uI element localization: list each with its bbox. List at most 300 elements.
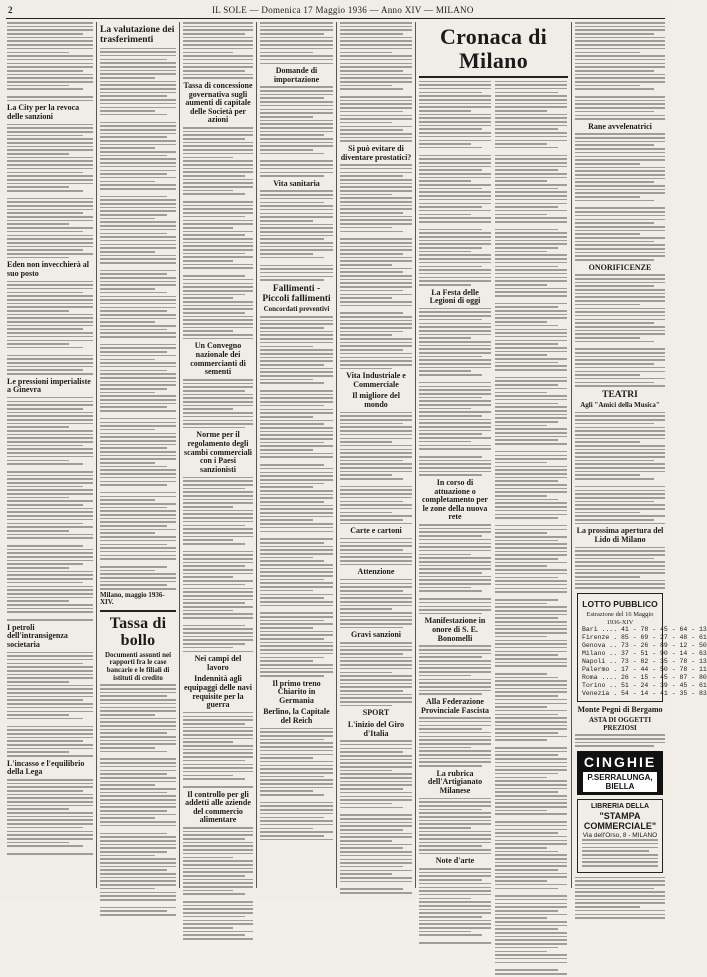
text-line bbox=[419, 128, 482, 130]
text-line bbox=[575, 333, 665, 335]
text-line bbox=[7, 426, 69, 428]
text-line bbox=[183, 752, 253, 754]
text-line bbox=[7, 842, 69, 844]
text-line bbox=[495, 277, 567, 279]
text-line bbox=[260, 839, 333, 841]
text-line bbox=[495, 858, 567, 860]
text-line bbox=[419, 221, 491, 223]
text-line bbox=[100, 566, 167, 568]
text-line bbox=[495, 125, 567, 127]
text-line bbox=[495, 306, 558, 308]
text-line bbox=[183, 513, 253, 515]
headline-legioni: La Festa delle Legioni di oggi bbox=[429, 287, 481, 306]
text-line bbox=[575, 523, 665, 525]
text-line bbox=[575, 48, 665, 50]
text-line bbox=[419, 110, 471, 112]
text-line bbox=[495, 854, 567, 856]
text-line bbox=[7, 737, 93, 739]
text-line bbox=[7, 448, 93, 450]
text-line bbox=[183, 149, 253, 151]
text-line bbox=[495, 939, 567, 941]
text-line bbox=[7, 172, 83, 174]
text-line bbox=[100, 455, 176, 457]
text-line bbox=[260, 579, 324, 581]
text-line bbox=[419, 761, 491, 763]
text-line bbox=[100, 721, 176, 723]
text-line bbox=[100, 821, 176, 823]
text-line bbox=[100, 577, 176, 579]
text-line bbox=[7, 699, 83, 701]
text-line bbox=[7, 475, 93, 477]
text-line bbox=[495, 758, 567, 760]
text-line bbox=[183, 539, 233, 541]
text-line bbox=[575, 891, 665, 893]
text-line bbox=[183, 484, 253, 486]
text-line bbox=[260, 824, 333, 826]
text-line bbox=[100, 336, 176, 338]
text-line bbox=[340, 216, 412, 218]
text-line bbox=[495, 158, 567, 160]
text-line bbox=[100, 758, 176, 760]
text-line bbox=[100, 310, 167, 312]
text-line bbox=[260, 209, 333, 211]
text-line bbox=[495, 506, 567, 508]
text-line bbox=[260, 750, 333, 752]
text-line bbox=[419, 805, 491, 807]
text-line bbox=[340, 338, 412, 340]
text-line bbox=[260, 227, 333, 229]
text-line bbox=[100, 847, 176, 849]
text-line bbox=[575, 219, 665, 221]
text-line bbox=[575, 348, 665, 350]
text-line bbox=[419, 923, 491, 925]
text-line bbox=[260, 571, 333, 573]
text-line bbox=[575, 233, 640, 235]
text-line bbox=[495, 143, 547, 145]
text-line bbox=[495, 899, 567, 901]
text-line bbox=[495, 747, 567, 749]
text-line bbox=[495, 106, 567, 108]
text-line bbox=[340, 844, 412, 846]
text-line bbox=[260, 375, 333, 377]
text-line bbox=[100, 784, 155, 786]
text-line bbox=[419, 721, 491, 723]
text-line bbox=[419, 916, 482, 918]
text-line bbox=[340, 219, 412, 221]
text-line bbox=[340, 456, 412, 458]
text-line bbox=[495, 462, 547, 464]
text-line bbox=[495, 658, 567, 660]
text-line bbox=[495, 410, 567, 412]
text-line bbox=[100, 525, 167, 527]
text-line bbox=[419, 426, 491, 428]
text-line bbox=[183, 55, 253, 57]
text-line bbox=[7, 600, 69, 602]
headline-valutazione: La valutazione dei trasferimenti bbox=[100, 25, 175, 46]
text-line bbox=[100, 773, 167, 775]
text-line bbox=[495, 491, 567, 493]
text-line bbox=[100, 147, 155, 149]
headline-cronaca: Cronaca di Milano bbox=[439, 24, 548, 73]
text-line bbox=[575, 282, 665, 284]
text-line bbox=[100, 817, 155, 819]
text-line bbox=[183, 323, 253, 325]
text-line bbox=[100, 858, 176, 860]
text-line bbox=[419, 905, 491, 907]
text-line bbox=[419, 554, 471, 556]
text-line bbox=[100, 136, 167, 138]
text-line bbox=[495, 458, 567, 460]
text-line bbox=[575, 311, 665, 313]
text-line bbox=[419, 456, 482, 458]
text-line bbox=[7, 652, 93, 654]
headline-carte: Carte e cartoni bbox=[350, 526, 402, 536]
text-line bbox=[260, 501, 324, 503]
text-line bbox=[419, 606, 491, 608]
text-line bbox=[100, 880, 176, 882]
text-line bbox=[260, 575, 333, 577]
text-line bbox=[340, 672, 392, 674]
text-line bbox=[100, 48, 176, 50]
text-line bbox=[7, 729, 93, 731]
text-line bbox=[575, 352, 665, 354]
text-line bbox=[575, 914, 665, 916]
text-line bbox=[419, 602, 491, 604]
text-line bbox=[419, 254, 491, 256]
text-line bbox=[495, 662, 567, 664]
text-line bbox=[340, 664, 412, 666]
text-line bbox=[260, 631, 333, 633]
text-line bbox=[7, 593, 93, 595]
text-line bbox=[7, 523, 83, 525]
text-line bbox=[340, 208, 412, 210]
text-line bbox=[419, 568, 491, 570]
text-line bbox=[260, 112, 333, 114]
text-line bbox=[183, 294, 245, 296]
text-line bbox=[183, 327, 253, 329]
body-text-block bbox=[575, 734, 665, 747]
text-line bbox=[495, 795, 567, 797]
text-line bbox=[575, 44, 665, 46]
text-line bbox=[100, 184, 176, 186]
body-text-block bbox=[183, 827, 253, 940]
text-line bbox=[7, 238, 93, 240]
text-line bbox=[495, 643, 567, 645]
text-line bbox=[340, 478, 403, 480]
text-line bbox=[495, 751, 567, 753]
lotto-date: Estrazione del 16 Maggio 1936-XIV bbox=[586, 610, 654, 626]
text-line bbox=[340, 512, 392, 514]
text-line bbox=[100, 588, 176, 590]
text-line bbox=[260, 828, 313, 830]
text-line bbox=[7, 66, 93, 68]
text-line bbox=[100, 788, 176, 790]
text-line bbox=[100, 392, 155, 394]
text-line bbox=[183, 308, 253, 310]
text-line bbox=[340, 519, 403, 521]
text-line bbox=[419, 736, 491, 738]
text-line bbox=[183, 764, 253, 766]
text-line bbox=[340, 705, 392, 707]
text-line bbox=[575, 877, 665, 879]
text-line bbox=[495, 439, 558, 441]
text-line bbox=[340, 77, 412, 79]
text-line bbox=[582, 865, 658, 867]
text-line bbox=[183, 330, 233, 332]
text-line bbox=[100, 332, 176, 334]
headline-giro: L'inizio del Giro d'Italia bbox=[347, 719, 405, 738]
text-line bbox=[7, 674, 93, 676]
text-line bbox=[183, 923, 253, 925]
text-line bbox=[419, 158, 491, 160]
text-line bbox=[100, 810, 167, 812]
text-line bbox=[7, 29, 93, 31]
text-line bbox=[419, 823, 491, 825]
text-line bbox=[183, 223, 253, 225]
text-line bbox=[183, 26, 253, 28]
text-line bbox=[495, 162, 567, 164]
text-line bbox=[419, 671, 491, 673]
text-line bbox=[495, 621, 567, 623]
text-line bbox=[340, 194, 392, 196]
text-line bbox=[419, 583, 491, 585]
text-line bbox=[100, 570, 155, 572]
text-line bbox=[7, 325, 93, 327]
text-line bbox=[419, 579, 491, 581]
text-line bbox=[100, 203, 176, 205]
text-line bbox=[575, 430, 665, 432]
text-line bbox=[495, 862, 567, 864]
text-line bbox=[7, 369, 83, 371]
text-line bbox=[575, 152, 665, 154]
text-line bbox=[183, 786, 253, 788]
text-line bbox=[7, 246, 93, 248]
text-line bbox=[7, 284, 93, 286]
text-line bbox=[419, 679, 491, 681]
text-line bbox=[7, 441, 93, 443]
text-line bbox=[260, 420, 333, 422]
text-line bbox=[100, 140, 176, 142]
text-line bbox=[183, 127, 253, 129]
text-line bbox=[7, 138, 93, 140]
text-line bbox=[260, 527, 333, 529]
text-line bbox=[575, 512, 640, 514]
text-line bbox=[183, 543, 245, 545]
text-line bbox=[340, 616, 412, 618]
text-line bbox=[183, 647, 233, 649]
text-line bbox=[495, 206, 558, 208]
text-line bbox=[183, 193, 245, 195]
text-line bbox=[183, 264, 253, 266]
text-line bbox=[575, 293, 665, 295]
text-line bbox=[340, 290, 403, 292]
text-line bbox=[419, 528, 491, 530]
text-line bbox=[7, 175, 93, 177]
text-line bbox=[183, 827, 253, 829]
text-line bbox=[419, 812, 491, 814]
text-line bbox=[340, 694, 412, 696]
text-line bbox=[7, 794, 93, 796]
text-line bbox=[183, 63, 253, 65]
text-line bbox=[260, 549, 333, 551]
text-line bbox=[183, 738, 253, 740]
text-line bbox=[100, 866, 176, 868]
text-line bbox=[7, 707, 93, 709]
text-line bbox=[183, 712, 253, 714]
text-line bbox=[260, 190, 333, 192]
text-line bbox=[419, 653, 491, 655]
text-line bbox=[7, 131, 93, 133]
text-line bbox=[260, 479, 333, 481]
text-line bbox=[495, 469, 567, 471]
lotto-row: Firenze . 85 - 69 - 27 - 48 - 61 bbox=[582, 634, 707, 642]
body-text-block bbox=[419, 717, 491, 767]
text-line bbox=[183, 602, 245, 604]
text-line bbox=[340, 486, 412, 488]
text-line bbox=[7, 26, 93, 28]
text-line bbox=[419, 397, 482, 399]
text-line bbox=[7, 164, 93, 166]
text-line bbox=[100, 99, 176, 101]
text-line bbox=[419, 99, 491, 101]
cronaca-columns bbox=[419, 81, 568, 977]
text-line bbox=[495, 928, 558, 930]
text-line bbox=[100, 877, 176, 879]
text-line bbox=[7, 797, 93, 799]
headline-manifestazione: Manifestazione in onore di S. E. Bonomelli bbox=[424, 616, 486, 643]
headline-sanzioni: Gravi sanzioni bbox=[350, 630, 401, 640]
text-line bbox=[495, 954, 567, 956]
text-line bbox=[495, 810, 547, 812]
text-line bbox=[7, 366, 93, 368]
text-line bbox=[100, 703, 176, 705]
text-line bbox=[495, 684, 567, 686]
libreria-line1: LIBRERIA DELLA bbox=[590, 802, 650, 810]
text-line bbox=[575, 285, 654, 287]
text-line bbox=[340, 583, 412, 585]
text-line bbox=[419, 326, 491, 328]
text-line bbox=[340, 360, 412, 362]
text-line bbox=[340, 353, 412, 355]
text-line bbox=[340, 246, 412, 248]
body-text-block bbox=[260, 190, 333, 280]
text-line bbox=[260, 55, 333, 57]
text-line bbox=[7, 711, 93, 713]
text-line bbox=[340, 133, 412, 135]
text-line bbox=[419, 912, 491, 914]
text-line bbox=[100, 907, 176, 909]
text-line bbox=[7, 347, 83, 349]
text-line bbox=[340, 305, 412, 307]
text-line bbox=[340, 357, 412, 359]
text-line bbox=[100, 166, 176, 168]
text-line bbox=[495, 880, 547, 882]
text-line bbox=[100, 221, 176, 223]
text-line bbox=[419, 408, 471, 410]
text-line bbox=[260, 560, 324, 562]
text-line bbox=[100, 521, 176, 523]
text-line bbox=[582, 843, 658, 845]
text-line bbox=[183, 338, 253, 340]
text-line bbox=[419, 474, 482, 476]
text-line bbox=[7, 604, 93, 606]
text-line bbox=[100, 884, 176, 886]
text-line bbox=[340, 818, 412, 820]
text-line bbox=[495, 851, 558, 853]
text-line bbox=[7, 235, 93, 237]
text-line bbox=[495, 813, 567, 815]
text-line bbox=[183, 651, 253, 653]
text-line bbox=[575, 337, 640, 339]
text-line bbox=[7, 434, 93, 436]
text-line bbox=[495, 232, 567, 234]
text-line bbox=[7, 500, 93, 502]
text-line bbox=[340, 190, 412, 192]
text-line bbox=[7, 655, 93, 657]
text-line bbox=[7, 332, 93, 334]
text-line bbox=[495, 395, 567, 397]
text-line bbox=[260, 765, 333, 767]
text-line bbox=[183, 160, 253, 162]
text-line bbox=[495, 599, 558, 601]
text-line bbox=[7, 823, 93, 825]
text-line bbox=[183, 260, 233, 262]
text-line bbox=[260, 675, 324, 677]
text-line bbox=[7, 482, 93, 484]
text-line bbox=[495, 825, 567, 827]
text-line bbox=[7, 659, 93, 661]
text-line bbox=[100, 51, 176, 53]
text-line bbox=[575, 189, 665, 191]
text-line bbox=[183, 242, 253, 244]
text-line bbox=[260, 735, 333, 737]
text-line bbox=[575, 471, 665, 473]
headline-convegno: Un Convegno nazionale dei commercianti di sementi bbox=[190, 341, 246, 377]
text-line bbox=[419, 872, 491, 874]
text-line bbox=[575, 895, 665, 897]
text-line bbox=[7, 586, 93, 588]
text-line bbox=[260, 33, 324, 35]
text-line bbox=[183, 875, 245, 877]
text-line bbox=[7, 220, 93, 222]
text-line bbox=[7, 249, 83, 251]
body-text-block bbox=[575, 547, 665, 589]
text-line bbox=[495, 103, 567, 105]
text-line bbox=[183, 283, 253, 285]
text-line bbox=[575, 259, 654, 261]
text-line bbox=[7, 779, 93, 781]
text-line bbox=[183, 383, 253, 385]
headline-fallimenti: Fallimenti - Piccoli fallimenti bbox=[262, 283, 331, 305]
text-line bbox=[100, 73, 176, 75]
text-line bbox=[495, 725, 567, 727]
text-line bbox=[575, 899, 665, 901]
text-line bbox=[183, 576, 233, 578]
text-line bbox=[419, 430, 491, 432]
text-line bbox=[340, 642, 412, 644]
text-line bbox=[260, 438, 333, 440]
text-line bbox=[575, 300, 665, 302]
text-line bbox=[183, 882, 253, 884]
text-line bbox=[419, 809, 482, 811]
text-line bbox=[575, 385, 665, 387]
body-text-block bbox=[419, 798, 491, 855]
text-line bbox=[495, 191, 567, 193]
text-line bbox=[7, 223, 69, 225]
text-line bbox=[183, 275, 245, 277]
text-line bbox=[340, 63, 412, 65]
text-line bbox=[419, 173, 491, 175]
